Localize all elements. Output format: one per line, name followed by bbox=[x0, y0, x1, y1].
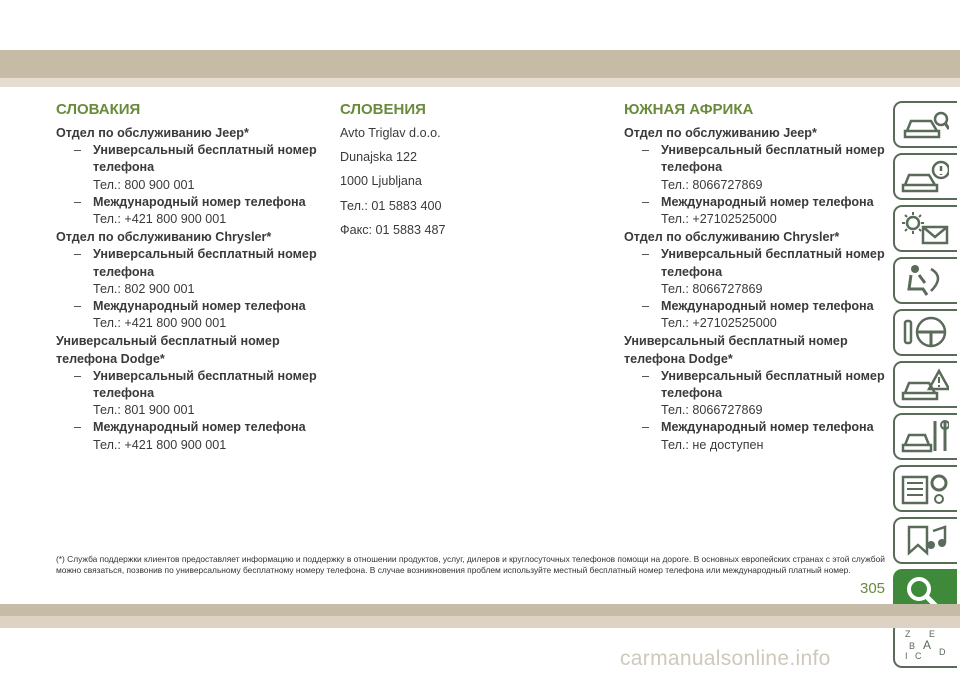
tab-settings-list[interactable] bbox=[893, 465, 957, 512]
column-slovakia bbox=[56, 101, 318, 454]
phone-number: Тел.: +421 800 900 001 bbox=[93, 437, 227, 452]
phone-number: Тел.: 801 900 001 bbox=[93, 403, 195, 418]
tab-steering[interactable] bbox=[893, 309, 957, 356]
section-title: СЛОВЕНИЯ bbox=[340, 101, 426, 118]
subheading: – Универсальный бесплатный номер телефона bbox=[642, 368, 885, 401]
address-line: Dunajska 122 bbox=[340, 150, 418, 165]
phone-number: Тел.: +27102525000 bbox=[661, 212, 777, 227]
hazard-triangle-icon bbox=[901, 367, 949, 401]
subheading: – Универсальный бесплатный номер телефона bbox=[74, 143, 317, 175]
address-line: 1000 Ljubljana bbox=[340, 174, 422, 189]
subheading: – Универсальный бесплатный номер телефона bbox=[74, 247, 317, 279]
subheading: – Международный номер телефона bbox=[74, 420, 306, 435]
svg-text:B: B bbox=[909, 641, 916, 651]
top-band bbox=[0, 50, 960, 78]
subheading: – Универсальный бесплатный номер телефона bbox=[642, 143, 885, 175]
warning-lights-icon bbox=[901, 211, 949, 245]
phone-number: Тел.: +421 800 900 001 bbox=[93, 212, 227, 227]
section-heading: Отдел по обслуживанию Chrysler* bbox=[624, 230, 840, 245]
svg-text:Z: Z bbox=[905, 629, 911, 639]
phone-number: Тел.: не доступен bbox=[661, 437, 764, 452]
subheading: – Универсальный бесплатный номер телефона bbox=[74, 368, 317, 401]
media-icon bbox=[901, 523, 949, 557]
column-south-africa bbox=[624, 101, 886, 454]
subheading: – Международный номер телефона bbox=[642, 299, 874, 314]
section-title: СЛОВАКИЯ bbox=[56, 101, 141, 118]
svg-text:D: D bbox=[939, 647, 946, 657]
tab-tools[interactable] bbox=[893, 413, 957, 460]
tools-icon bbox=[901, 419, 949, 453]
subheading: – Международный номер телефона bbox=[74, 194, 306, 209]
page-number: 305 bbox=[860, 580, 886, 597]
chapter-tabs bbox=[893, 101, 960, 673]
car-info-icon bbox=[901, 159, 949, 193]
section-heading: Универсальный бесплатный номер телефона Dodge* bbox=[624, 334, 848, 366]
bottom-band bbox=[0, 604, 960, 616]
subheading: – Международный номер телефона bbox=[642, 420, 874, 435]
section-heading: Отдел по обслуживанию Chrysler* bbox=[56, 230, 272, 245]
tab-car-check[interactable] bbox=[893, 101, 957, 148]
phone-number: Тел.: 01 5883 400 bbox=[340, 198, 442, 213]
tab-airbag-seat[interactable] bbox=[893, 257, 957, 304]
bottom-band-light bbox=[0, 616, 960, 628]
section-title: ЮЖНАЯ АФРИКА bbox=[624, 101, 754, 118]
section-heading: Отдел по обслуживанию Jeep* bbox=[624, 126, 817, 140]
phone-number: Тел.: 800 900 001 bbox=[93, 177, 195, 192]
phone-number: Тел.: 8066727869 bbox=[661, 281, 763, 296]
subheading: – Универсальный бесплатный номер телефона bbox=[642, 247, 885, 279]
phone-number: Тел.: +421 800 900 001 bbox=[93, 316, 227, 331]
steering-wheel-icon bbox=[901, 315, 949, 349]
tab-index[interactable] bbox=[893, 621, 957, 668]
subheading: – Международный номер телефона bbox=[74, 299, 306, 314]
airbag-seat-icon bbox=[901, 263, 949, 297]
footnote: (*) Служба поддержки клиентов предоставляет информацию и поддержку в отношении продуктов, услуг, дилеров и круглосуточных телефонов помощи на дороге. В основных европейских странах с этой службой можно связаться, позвонив по универсальному бесплатному номеру телефона. В случае возникновения проблем используйте местный бесплатный номер телефона или международный платный номер. bbox=[56, 554, 885, 575]
phone-number: Тел.: 802 900 001 bbox=[93, 281, 195, 296]
watermark: carmanualsonline.info bbox=[620, 647, 831, 670]
phone-number: Тел.: 8066727869 bbox=[661, 403, 763, 418]
car-check-icon bbox=[901, 107, 949, 141]
svg-text:A: A bbox=[923, 638, 932, 652]
subheading: – Международный номер телефона bbox=[642, 194, 874, 209]
phone-number: Тел.: +27102525000 bbox=[661, 316, 777, 331]
phone-number: Тел.: 8066727869 bbox=[661, 177, 763, 192]
tab-warning-lights[interactable] bbox=[893, 205, 957, 252]
section-heading: Отдел по обслуживанию Jeep* bbox=[56, 126, 249, 140]
address-line: Avto Triglav d.o.o. bbox=[340, 126, 441, 140]
tab-hazard[interactable] bbox=[893, 361, 957, 408]
index-letters-icon bbox=[901, 627, 949, 661]
svg-text:I: I bbox=[905, 651, 908, 661]
fax-number: Факс: 01 5883 487 bbox=[340, 222, 446, 237]
settings-list-icon bbox=[901, 471, 949, 505]
top-band-light bbox=[0, 78, 960, 87]
section-heading: Универсальный бесплатный номер телефона Dodge* bbox=[56, 334, 280, 366]
column-slovenia bbox=[340, 101, 602, 246]
tab-car-info[interactable] bbox=[893, 153, 957, 200]
svg-text:C: C bbox=[915, 651, 922, 661]
svg-text:E: E bbox=[929, 629, 936, 639]
